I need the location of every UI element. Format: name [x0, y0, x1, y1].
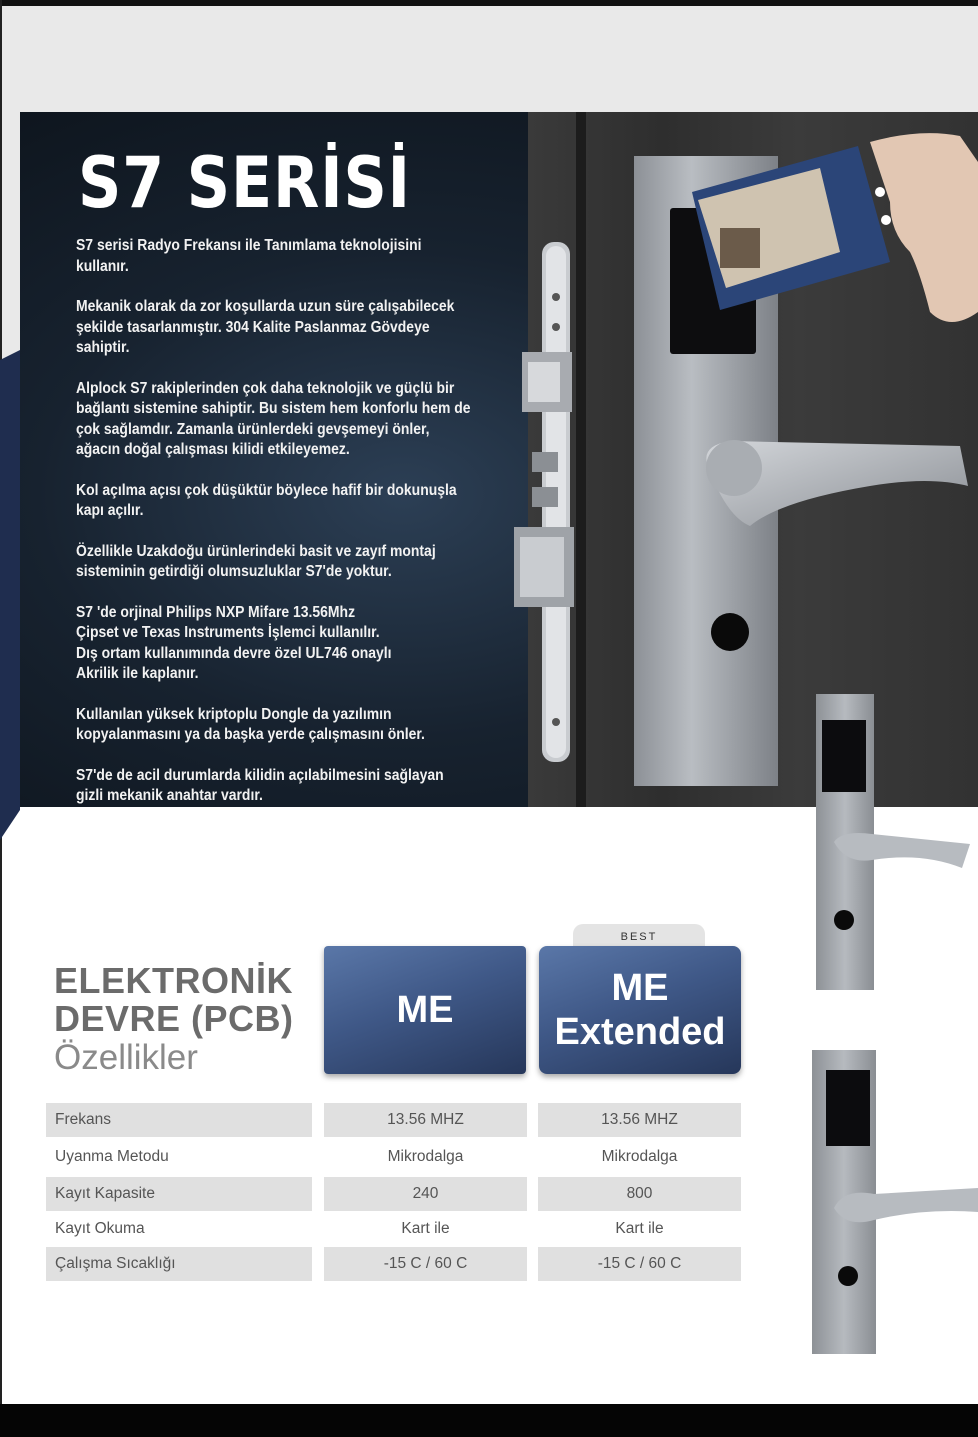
hero-description	[76, 236, 499, 807]
column-header-ext-line1: ME	[611, 967, 669, 1009]
spec-label: Uyanma Metodu	[55, 1148, 169, 1165]
pcb-section-title	[54, 962, 324, 1078]
table-row	[46, 1247, 741, 1282]
spec-value-ext: 13.56 MHZ	[538, 1103, 741, 1137]
best-badge: BEST	[573, 924, 705, 948]
spec-label: Kayıt Okuma	[55, 1220, 145, 1237]
column-header-me-label: ME	[396, 988, 454, 1031]
hero-paragraph: Kol açılma açısı çok düşüktür böylece hafif bir dokunuşla kapı açılır.	[76, 481, 457, 519]
key-card-hand-image	[690, 132, 978, 332]
hero-paragraph: Özellikle Uzakdoğu ürünlerindeki basit ve zayıf montaj sisteminin getirdiği olumsuzluklar S7'de yoktur.	[76, 542, 436, 580]
pcb-title-line2: DEVRE (PCB)	[54, 998, 294, 1039]
column-header-me-extended	[539, 946, 741, 1074]
column-header-me	[324, 946, 526, 1074]
spec-value-me: 240	[324, 1177, 527, 1211]
spec-value-me: -15 C / 60 C	[324, 1247, 527, 1281]
column-header-ext-line2: Extended	[554, 1011, 726, 1053]
hero-paragraph: S7 serisi Radyo Frekansı ile Tanımlama teknolojisini kullanır.	[76, 237, 422, 275]
spec-value-ext: 800	[538, 1177, 741, 1211]
table-row	[46, 1103, 741, 1138]
lock-variant-image-2	[804, 1048, 978, 1358]
spec-value-ext: -15 C / 60 C	[538, 1247, 741, 1281]
table-row	[46, 1212, 741, 1247]
pcb-title-line3: Özellikler	[54, 1038, 198, 1077]
top-grey-band	[2, 6, 978, 112]
mortise-lock-image	[510, 242, 600, 782]
table-row	[46, 1140, 741, 1175]
spec-value-me: Kart ile	[401, 1220, 450, 1237]
lock-variant-image-1	[812, 692, 978, 992]
hero-paragraph: Kullanılan yüksek kriptoplu Dongle da yazılımın kopyalanmasını ya da başka yerde çalışmasını önler.	[76, 705, 425, 743]
pcb-title-line1: ELEKTRONİK	[54, 960, 293, 1001]
spec-value-me: Mikrodalga	[387, 1148, 464, 1165]
table-row	[46, 1177, 741, 1212]
bottom-frame-bar	[0, 1404, 978, 1437]
spec-value-me: 13.56 MHZ	[324, 1103, 527, 1137]
left-grey-band	[2, 112, 20, 362]
spec-label: Frekans	[46, 1103, 312, 1137]
hero-paragraph: Alplock S7 rakiplerinden çok daha teknolojik ve güçlü bir bağlantı sistemine sahiptir. Bu sistem hem konforlu hem de çok sağlamdır. Zamanla ürünlerdeki gevşemeyi önler, ağacın doğal çalışması kilidi etkileyemez.	[76, 379, 471, 458]
spec-value-ext: Mikrodalga	[601, 1148, 678, 1165]
pcb-spec-table	[46, 1103, 741, 1282]
spec-label: Çalışma Sıcaklığı	[46, 1247, 312, 1281]
spec-value-ext: Kart ile	[615, 1220, 664, 1237]
hero-title: S7 SERİSİ	[78, 142, 411, 224]
hero-paragraph: S7 'de orjinal Philips NXP Mifare 13.56Mhz Çipset ve Texas Instruments İşlemci kullanılır. Dış ortam kullanımında devre özel UL746 onaylı Akrilik ile kaplanır.	[76, 603, 392, 682]
hero-paragraph: Mekanik olarak da zor koşullarda uzun süre çalışabilecek şekilde tasarlanmıştır. 304 Kalite Paslanmaz Gövdeye sahiptir.	[76, 298, 455, 356]
spec-label: Kayıt Kapasite	[46, 1177, 312, 1211]
hero-paragraph: S7'de de acil durumlarda kilidin açılabilmesini sağlayan gizli mekanik anahtar vardır.	[76, 766, 444, 804]
